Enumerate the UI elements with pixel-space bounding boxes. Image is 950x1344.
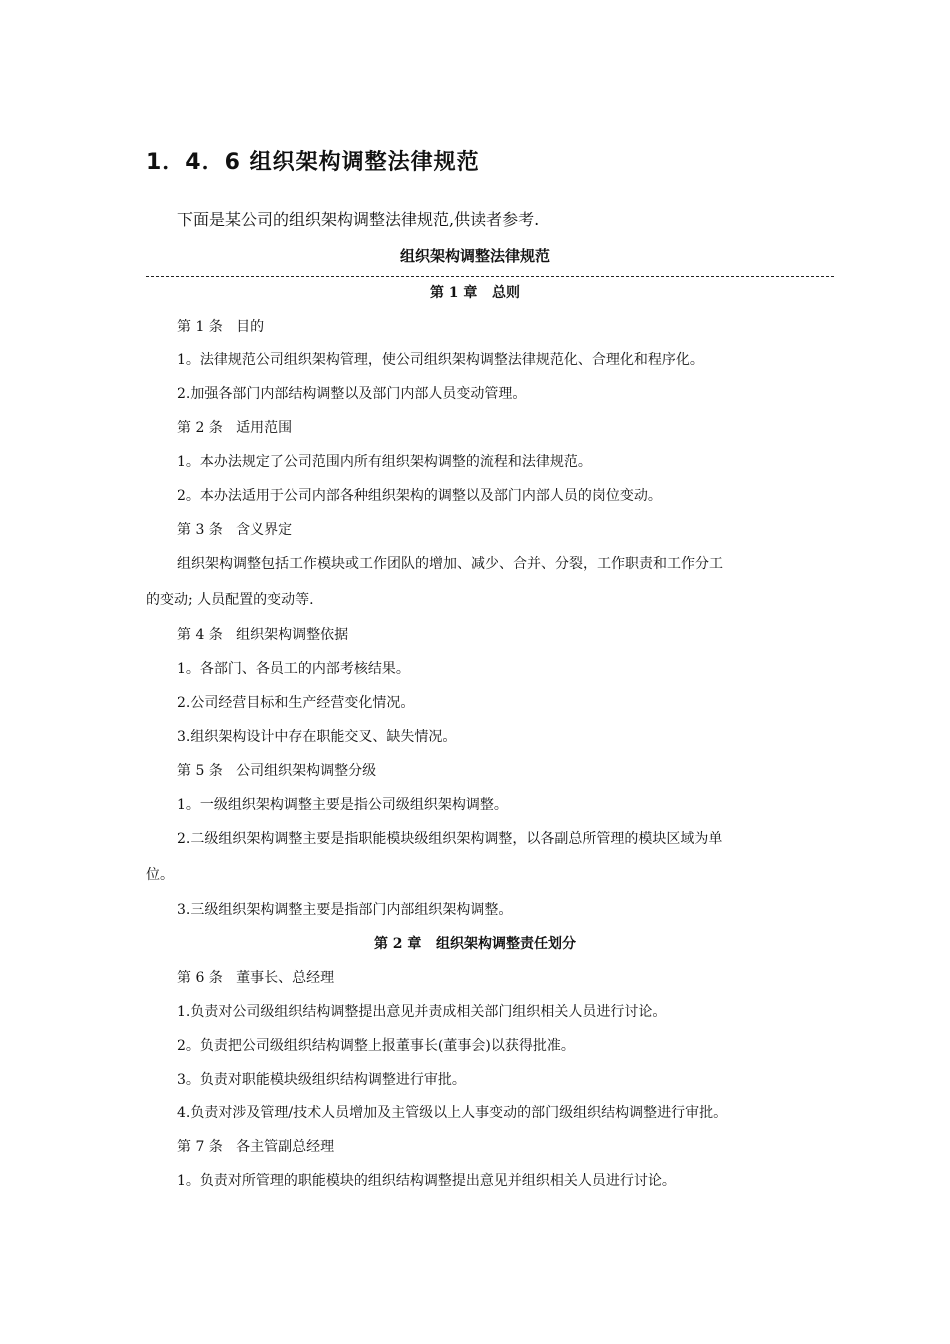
article-2-item-2: 2。本办法适用于公司内部各种组织架构的调整以及部门内部人员的岗位变动。 bbox=[177, 488, 662, 504]
article-6-title: 第 6 条 董事长、总经理 bbox=[177, 970, 335, 986]
article-2-title: 第 2 条 适用范围 bbox=[177, 420, 293, 436]
article-5-item-1: 1。一级组织架构调整主要是指公司级组织架构调整。 bbox=[177, 797, 508, 813]
article-5-item-3: 3.三级组织架构调整主要是指部门内部组织架构调整。 bbox=[177, 902, 513, 918]
section-heading: 1．4．6 组织架构调整法律规范 bbox=[146, 150, 480, 175]
article-6-item-1: 1.负责对公司级组织结构调整提出意见并责成相关部门组织相关人员进行讨论。 bbox=[177, 1004, 667, 1020]
chapter-1-title: 第 1 章 总则 bbox=[429, 285, 521, 301]
article-7-item-1: 1。负责对所管理的职能模块的组织结构调整提出意见并组织相关人员进行讨论。 bbox=[177, 1173, 676, 1189]
article-6-item-4: 4.负责对涉及管理/技术人员增加及主管级以上人事变动的部门级组织结构调整进行审批。 bbox=[177, 1105, 728, 1121]
article-4-item-2: 2.公司经营目标和生产经营变化情况。 bbox=[177, 695, 415, 711]
article-5-item-2-line-1: 2.二级组织架构调整主要是指职能模块级组织架构调整，以各副总所管理的模块区域为单 bbox=[177, 831, 723, 847]
article-4-item-1: 1。各部门、各员工的内部考核结果。 bbox=[177, 661, 410, 677]
chapter-2-title: 第 2 章 组织架构调整责任划分 bbox=[373, 936, 577, 952]
document-title: 组织架构调整法律规范 bbox=[399, 247, 550, 265]
article-4-title: 第 4 条 组织架构调整依据 bbox=[177, 627, 349, 643]
article-1-item-2: 2.加强各部门内部结构调整以及部门内部人员变动管理。 bbox=[177, 386, 527, 402]
article-1-item-1: 1。法律规范公司组织架构管理，使公司组织架构调整法律规范化、合理化和程序化。 bbox=[177, 352, 704, 368]
intro-paragraph: 下面是某公司的组织架构调整法律规范,供读者参考. bbox=[177, 210, 540, 229]
article-6-item-3: 3。负责对职能模块级组织结构调整进行审批。 bbox=[177, 1072, 466, 1088]
article-1-title: 第 1 条 目的 bbox=[177, 319, 265, 335]
article-7-title: 第 7 条 各主管副总经理 bbox=[177, 1139, 335, 1155]
dashed-divider bbox=[146, 276, 834, 277]
article-4-item-3: 3.组织架构设计中存在职能交叉、缺失情况。 bbox=[177, 729, 457, 745]
article-3-text-line-2: 的变动; 人员配置的变动等. bbox=[146, 592, 314, 608]
article-2-item-1: 1。本办法规定了公司范围内所有组织架构调整的流程和法律规范。 bbox=[177, 454, 592, 470]
article-6-item-2: 2。负责把公司级组织结构调整上报董事长(董事会)以获得批准。 bbox=[177, 1038, 575, 1054]
article-5-title: 第 5 条 公司组织架构调整分级 bbox=[177, 763, 377, 779]
article-3-text-line-1: 组织架构调整包括工作模块或工作团队的增加、减少、合并、分裂，工作职责和工作分工 bbox=[177, 556, 723, 572]
article-5-item-2-line-2: 位。 bbox=[146, 867, 174, 883]
article-3-title: 第 3 条 含义界定 bbox=[177, 522, 293, 538]
